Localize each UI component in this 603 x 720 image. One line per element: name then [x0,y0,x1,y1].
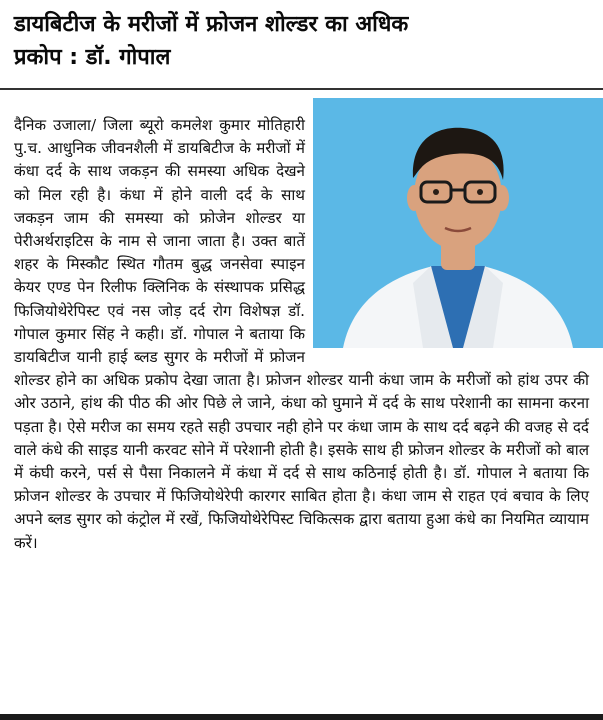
headline-line-2: प्रकोप : डॉ. गोपाल [14,45,171,70]
headline [14,8,589,74]
page-bottom-edge [0,714,603,720]
doctor-portrait-photo [313,98,603,348]
portrait-icon [313,98,603,348]
headline-divider [0,78,603,90]
article-body: दैनिक उजाला/ जिला ब्यूरो कमलेश कुमार मोतिहारी पु.च. आधुनिक जीवनशैली में डायबिटीज के मरीजों में कंधा दर्द के साथ जकड़न की समस्या अधिक देखने को मिल रही है। कंधा में होने वाली दर्द के साथ जकड़न जाम की समस्या को फ्रोजेन शोल्डर या पेरीअर्थराइटिस के नाम से जाना जाता है। उक्त बातें शहर के मिस्कौट स्थित गौतम बुद्ध जनसेवा स्पाइन केयर एण्ड पेन रिलीफ क्लिनिक के संस्थापक प्रसिद्ध फिजियोथेरेपिस्ट एवं नस जोड़ दर्द रोग विशेषज्ञ डॉ. गोपाल कुमार सिंह ने कही। डॉ. गोपाल ने बताया कि डायबिटीज यानी हाई ब्लड सुगर के मरीजों में फ्रोजन शोल्डर होने का अधिक प्रकोप देखा जाता है। फ्रोजन शोल्डर यानी कंधा जाम के मरीजों को हांथ उपर की ओर उठाने, हांथ की पीठ की ओर पिछे ले जाने, कंधा को घुमाने में दर्द के साथ परेशानी का सामना करना पड़ता है। ऐसे मरीज का समय रहते सही उपचार नही होने पर कंधा जाम के साथ दर्द बढ़ने की वजह से दर्द वाले कंधे की साइड यानी करवट सोने में परेशानी होती है। इसके साथ ही फ्रोजन शोल्डर के मरीजों को बाल में कंघी करने, पर्स से पैसा निकालने में कंधा में दर्द से साथ कठिनाई होती है। डॉ. गोपाल ने बताया कि फ्रोजन शोल्डर के उपचार में फिजियोथेरेपी कारगर साबित होता है। कंधा जाम से राहत एवं बचाव के लिए अपने ब्लड सुगर को कंट्रोल में रखें, फिजियोथेरेपिस्ट चिकित्सक द्वारा बताया हुआ कंधे का नियमित व्यायाम करें। [14,116,589,552]
headline-line-1: डायबिटीज के मरीजों में फ्रोजन शोल्डर का अधिक [14,12,409,37]
